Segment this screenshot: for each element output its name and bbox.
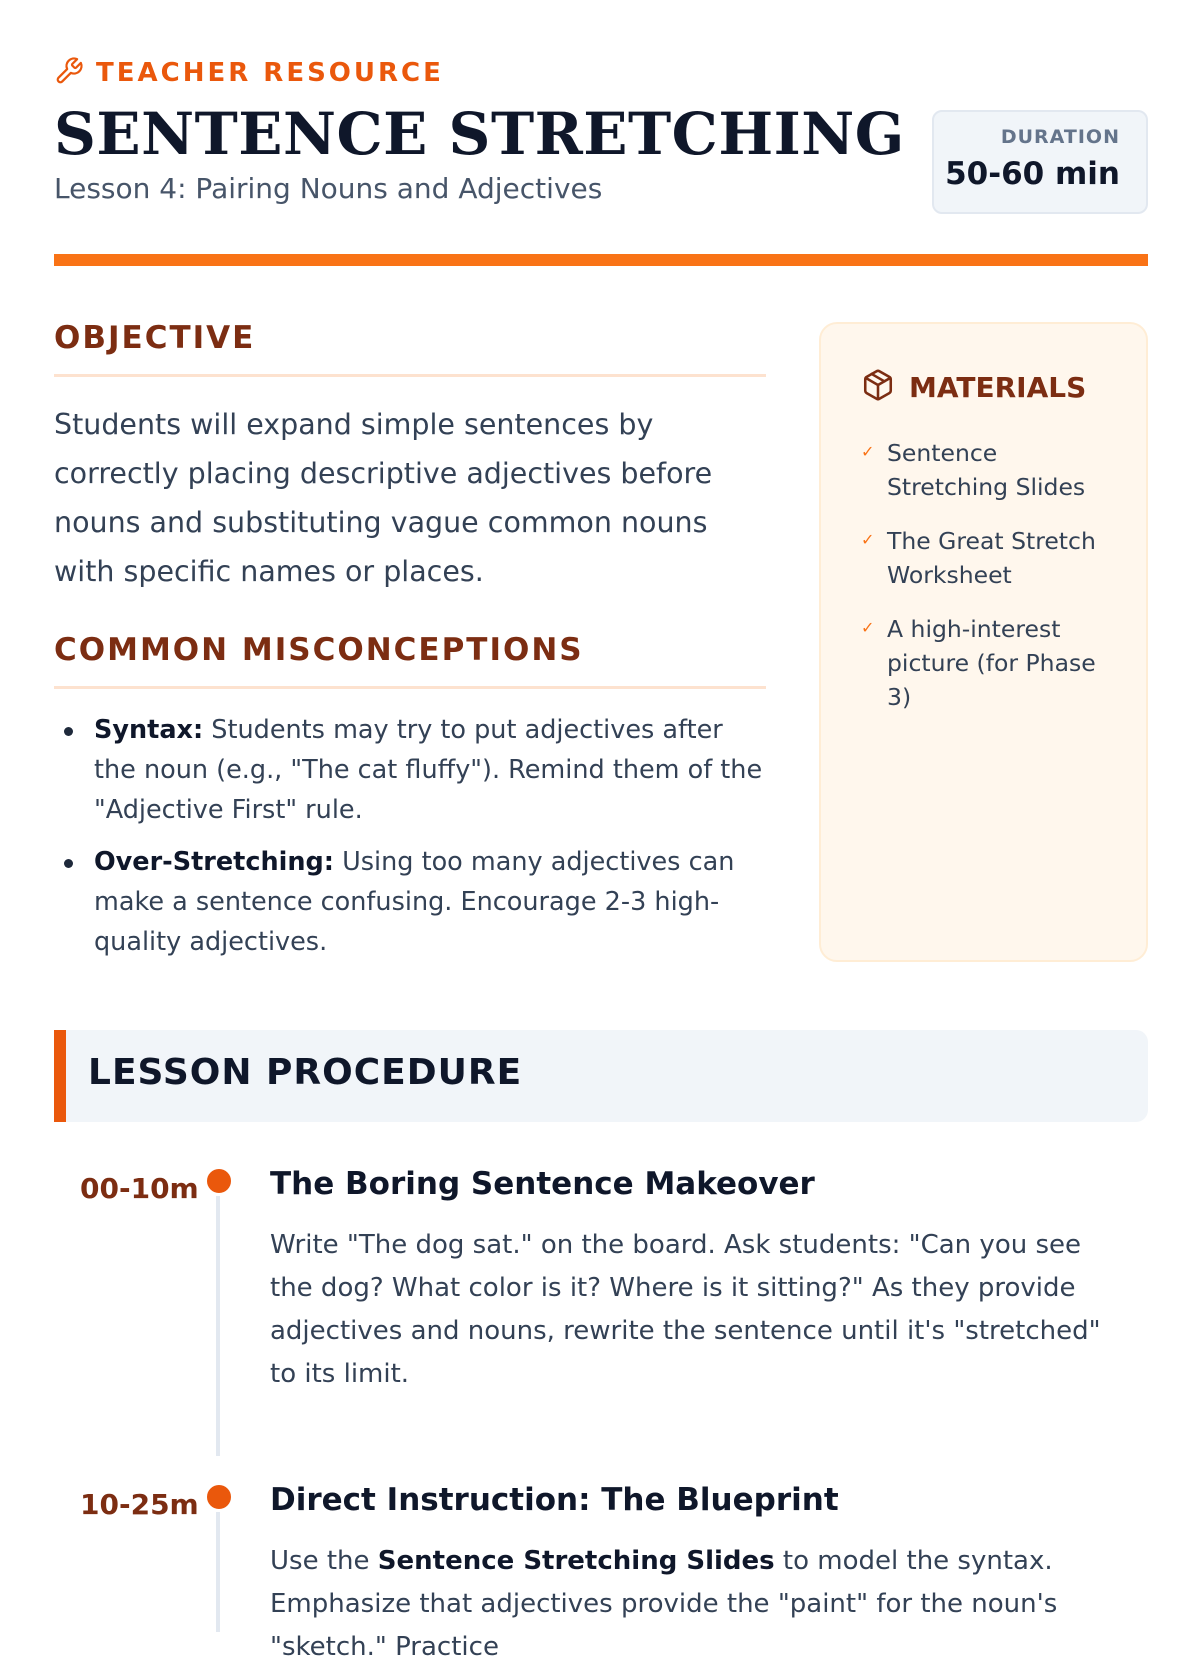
materials-title: MATERIALS xyxy=(909,370,1087,404)
check-icon: ✓ xyxy=(861,618,875,637)
materials-header xyxy=(861,368,1106,406)
duration-badge xyxy=(932,110,1148,214)
duration-value: 50-60 min xyxy=(945,156,1120,192)
package-icon xyxy=(861,368,895,406)
step-description xyxy=(270,1540,1130,1669)
misconception-text: Students may try to put adjectives after the noun (e.g., "The cat fluffy"). Remind them of the "Adjective First" rule. xyxy=(94,715,763,825)
list-item xyxy=(54,842,766,962)
duration-label: DURATION xyxy=(1000,126,1120,148)
list-item xyxy=(54,710,766,830)
material-label: A high-interest picture (for Phase 3) xyxy=(887,615,1096,711)
step-desc-emphasis: Sentence Stretching Slides xyxy=(377,1546,775,1576)
list-item xyxy=(861,612,1106,714)
header-divider xyxy=(54,254,1148,266)
check-icon: ✓ xyxy=(861,442,875,461)
wrench-icon xyxy=(54,56,84,90)
step-description: Write "The dog sat." on the board. Ask students: "Can you see the dog? What color is it? Where is it sitting?" As they provide adjectives and nouns, rewrite the sentence until it's "stretched" to its limit. xyxy=(270,1230,1101,1389)
list-item xyxy=(861,436,1106,504)
step-desc-text: Use the xyxy=(270,1546,378,1576)
timeline-dot xyxy=(204,1166,234,1196)
check-icon: ✓ xyxy=(861,530,875,549)
step-title: Direct Instruction: The Blueprint xyxy=(270,1482,839,1518)
page-subtitle: Lesson 4: Pairing Nouns and Adjectives xyxy=(54,172,603,205)
eyebrow-label: TEACHER RESOURCE xyxy=(96,58,444,88)
procedure-header xyxy=(54,1030,1148,1122)
procedure-accent xyxy=(54,1030,66,1122)
misconception-label: Over-Stretching: xyxy=(94,847,334,877)
procedure-title: LESSON PROCEDURE xyxy=(88,1052,523,1093)
objective-divider xyxy=(54,374,766,377)
materials-list xyxy=(861,436,1106,714)
misconceptions-heading: COMMON MISCONCEPTIONS xyxy=(54,632,584,668)
timeline-dot xyxy=(204,1482,234,1512)
objective-text: Students will expand simple sentences by correctly placing descriptive adjectives before nouns and substituting vague common nouns with specific names or places. xyxy=(54,408,713,588)
step-title: The Boring Sentence Makeover xyxy=(270,1166,815,1202)
eyebrow xyxy=(54,56,444,90)
material-label: Sentence Stretching Slides xyxy=(887,439,1086,501)
step-desc-text: to model the syntax. Emphasize that adjectives provide the "paint" for the noun's "sketch." Practice xyxy=(270,1546,1058,1662)
timeline-line xyxy=(216,1512,220,1632)
step-time: 10-25m xyxy=(80,1488,199,1521)
misconceptions-list xyxy=(54,710,766,974)
step-time: 00-10m xyxy=(80,1172,199,1205)
list-item xyxy=(861,524,1106,592)
timeline-line xyxy=(216,1196,220,1456)
material-label: The Great Stretch Worksheet xyxy=(887,527,1096,589)
lesson-page xyxy=(54,0,1148,1662)
misconception-label: Syntax: xyxy=(94,715,204,745)
objective-heading: OBJECTIVE xyxy=(54,320,256,356)
materials-card xyxy=(819,322,1148,962)
page-title: SENTENCE STRETCHING xyxy=(54,100,905,168)
misconceptions-divider xyxy=(54,686,766,689)
misconception-text: Using too many adjectives can make a sentence confusing. Encourage 2-3 high-quality adjectives. xyxy=(94,847,735,957)
